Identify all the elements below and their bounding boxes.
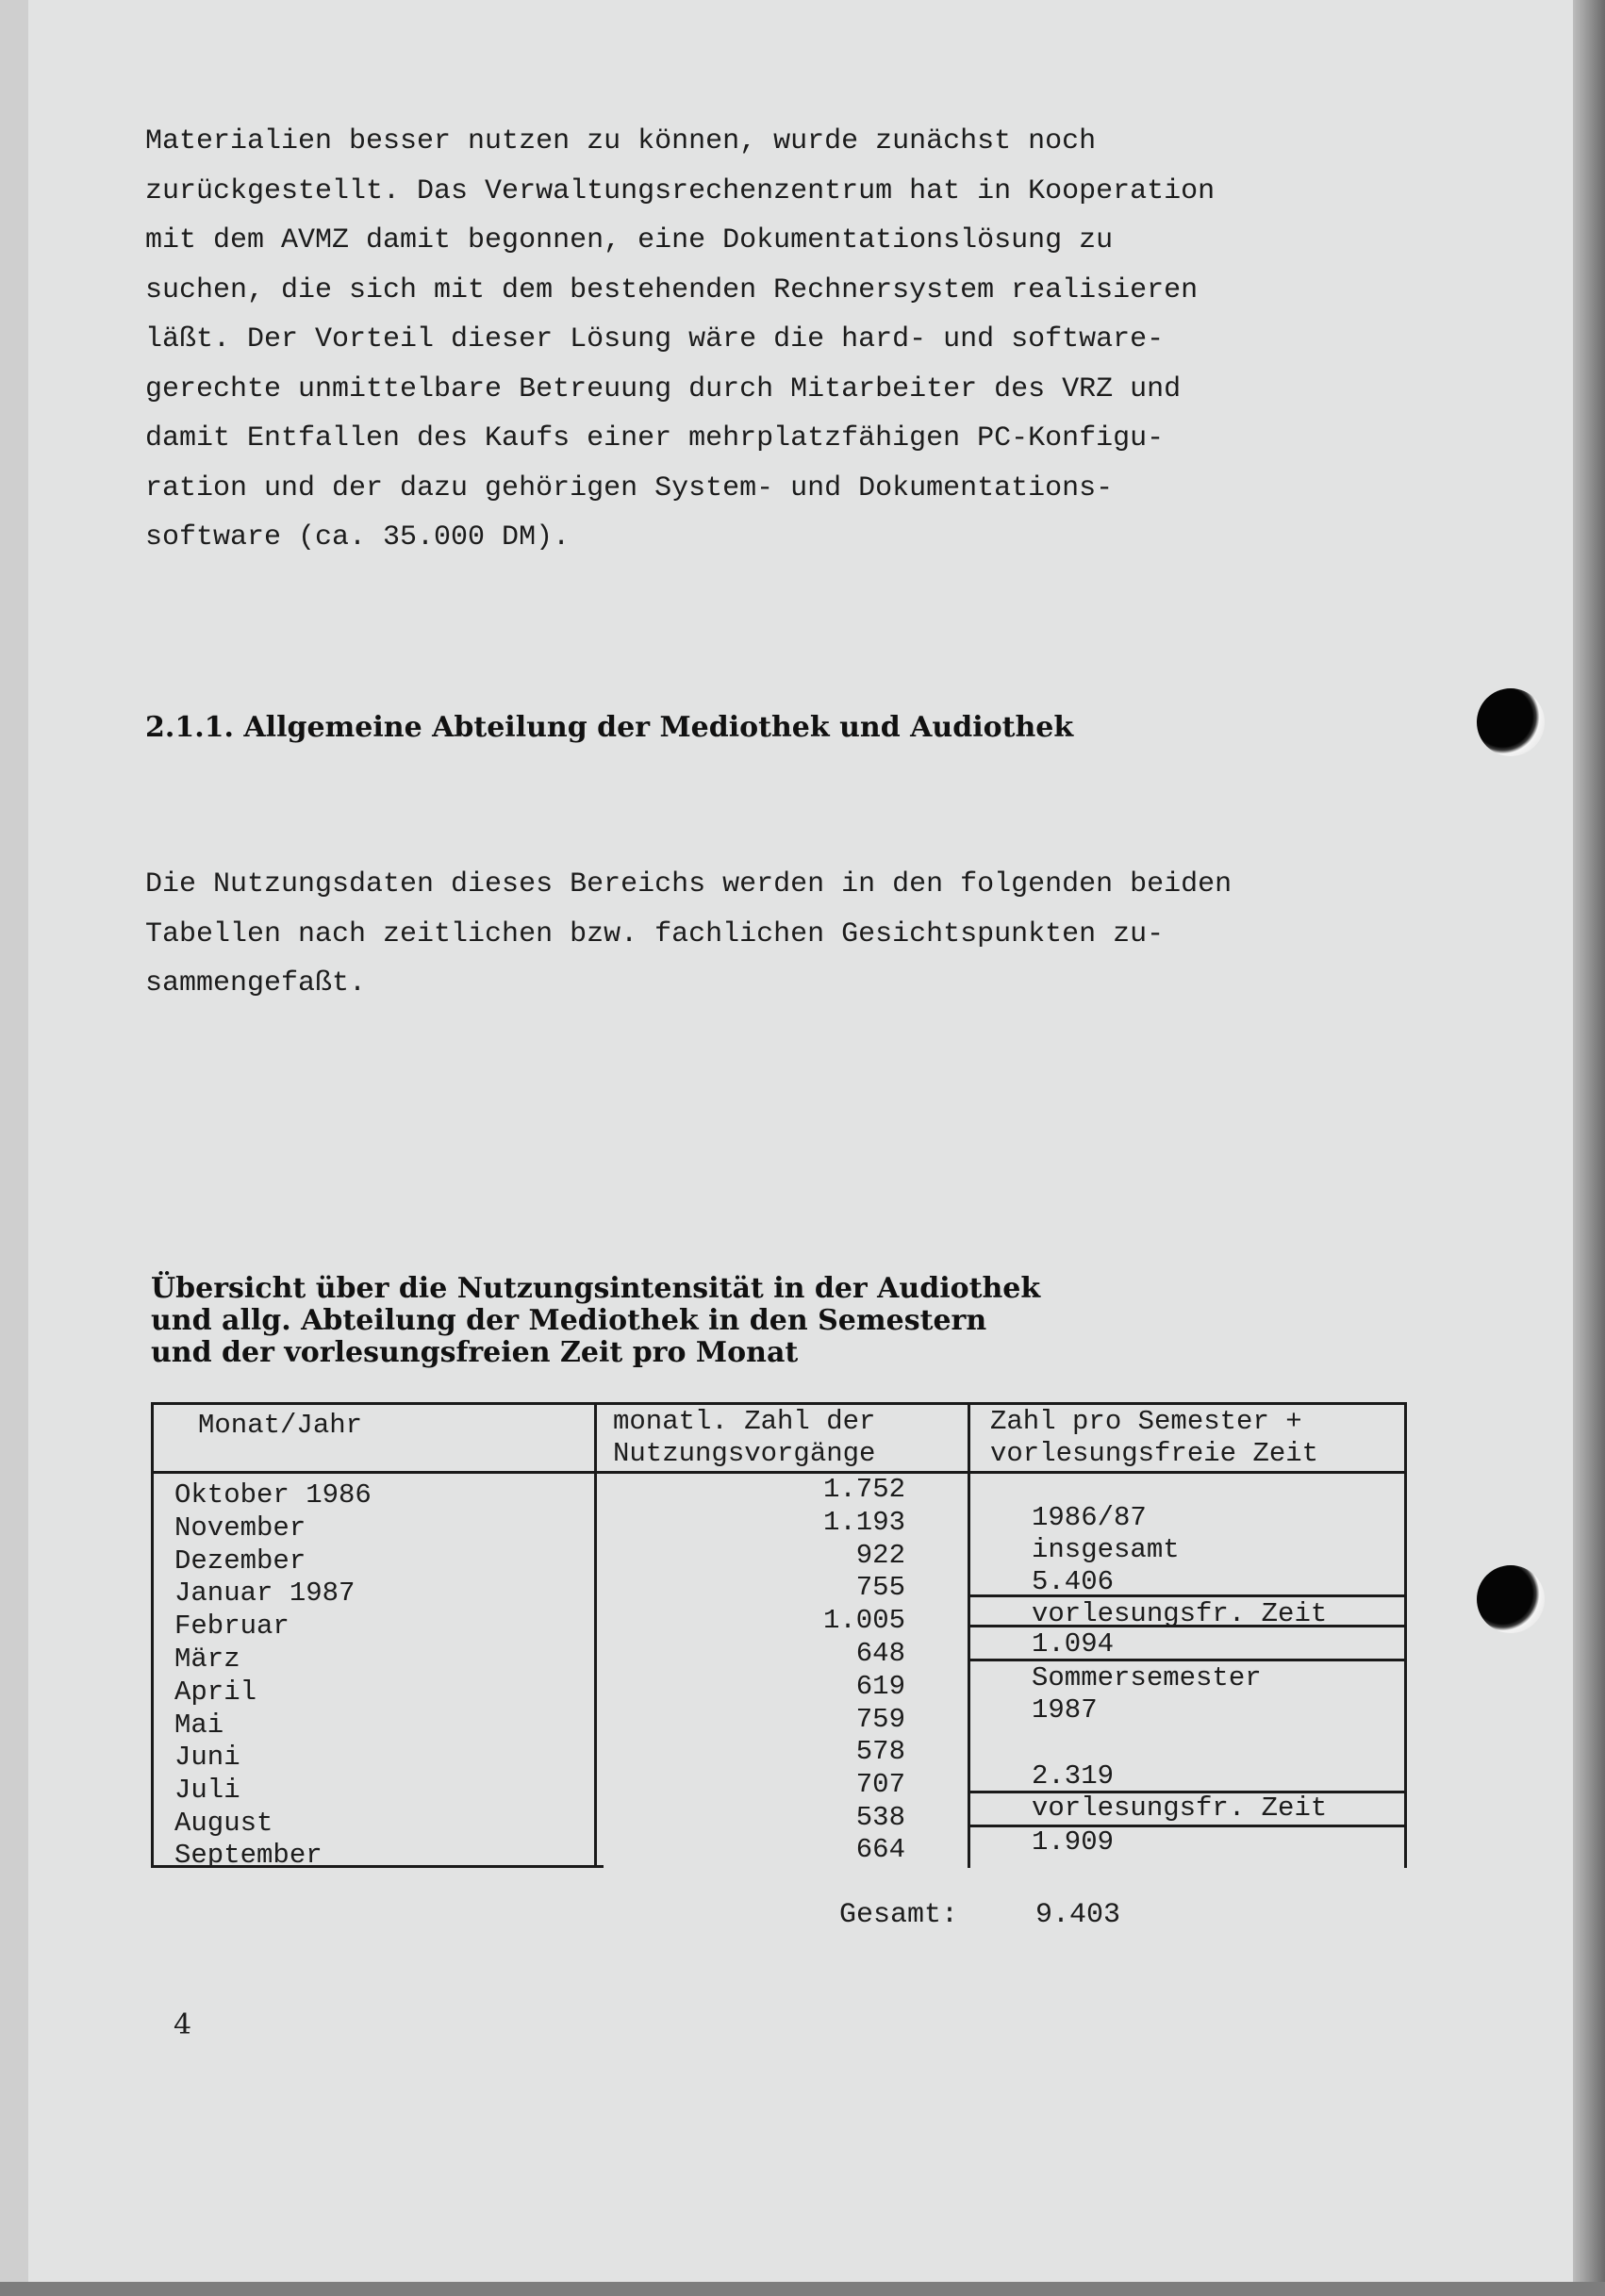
- lecture-free-value-1: 1.094: [1032, 1628, 1115, 1660]
- count-cell: 759: [855, 1704, 905, 1735]
- winter-semester-value: 5.406: [1032, 1566, 1115, 1597]
- table-col-divider-2: [968, 1402, 970, 1868]
- count-cell: 755: [855, 1572, 905, 1603]
- section-heading: 2.1.1. Allgemeine Abteilung der Mediothek und Audiothek: [145, 711, 1074, 744]
- page-number: 4: [174, 2008, 192, 2041]
- count-cell: 1.193: [822, 1507, 905, 1538]
- header-monthly-count-line1: monatl. Zahl der: [613, 1406, 876, 1437]
- page-bottom-shadow: [0, 2282, 1605, 2296]
- count-cell: 922: [855, 1540, 905, 1571]
- month-cell: April: [174, 1677, 257, 1708]
- section-paragraph: Die Nutzungsdaten dieses Bereichs werden in den folgenden beiden Tabellen nach zeitlichen bzw. fachlichen Gesichtspunkten zu- sammengefaßt.: [145, 868, 1233, 999]
- winter-semester-label: 1986/87: [1032, 1502, 1147, 1533]
- month-cell: Juni: [174, 1742, 240, 1773]
- header-monthly-count-line2: Nutzungsvorgänge: [613, 1438, 876, 1469]
- intro-paragraph: Materialien besser nutzen zu können, wurde zunächst noch zurückgestellt. Das Verwaltungsrechenzentrum hat in Kooperation mit dem AVMZ damit begonnen, eine Dokumentationslösung zu suchen, die sich mit dem bestehenden Rechnersystem realisieren läßt. Der Vorteil dieser Lösung wäre die hard- und software- gerechte unmittelbare Betreuung durch Mitarbeiter des VRZ und damit Entfallen des Kaufs einer mehrplatzfähigen PC-Konfigu- ration und der dazu gehörigen System- und Dokumentations- software (ca. 35.000 DM).: [145, 125, 1216, 553]
- month-cell: Februar: [174, 1611, 290, 1642]
- total-value: 9.403: [1035, 1899, 1121, 1931]
- count-cell: 538: [855, 1802, 905, 1833]
- total-label: Gesamt:: [839, 1899, 959, 1931]
- winter-semester-sub: insgesamt: [1032, 1534, 1180, 1565]
- header-semester-total-line1: Zahl pro Semester +: [990, 1406, 1302, 1437]
- table-title: Übersicht über die Nutzungsintensität in der Audiothek und allg. Abteilung der Mediothek in den Semestern und der vorlesungsfreien Zeit pro Monat: [151, 1272, 1041, 1369]
- count-cell: 1.752: [822, 1474, 905, 1505]
- table-left-border: [151, 1402, 154, 1868]
- lecture-free-label-1: vorlesungsfr. Zeit: [1032, 1598, 1328, 1629]
- count-cell: 664: [855, 1834, 905, 1865]
- month-cell: Mai: [174, 1710, 224, 1741]
- lecture-free-label-2: vorlesungsfr. Zeit: [1032, 1792, 1328, 1824]
- summer-semester-value: 2.319: [1032, 1760, 1115, 1792]
- month-cell: Dezember: [174, 1545, 306, 1577]
- punch-hole: [1477, 1565, 1545, 1633]
- count-cell: 1.005: [822, 1605, 905, 1636]
- month-cell: März: [174, 1644, 240, 1675]
- summer-semester-year: 1987: [1032, 1694, 1098, 1726]
- month-cell: Januar 1987: [174, 1577, 356, 1609]
- count-cell: 619: [855, 1671, 905, 1702]
- table-right-border: [1404, 1402, 1407, 1868]
- punch-hole: [1477, 688, 1545, 756]
- month-cell: Oktober 1986: [174, 1479, 372, 1511]
- page-edge-shadow: [1573, 0, 1605, 2296]
- header-semester-total-line2: vorlesungsfreie Zeit: [990, 1438, 1319, 1469]
- usage-table: [151, 1402, 1407, 1871]
- header-month-year: Monat/Jahr: [198, 1410, 363, 1441]
- count-cell: 578: [855, 1736, 905, 1767]
- table-top-border: [151, 1402, 1407, 1405]
- table-header-divider: [151, 1471, 1407, 1474]
- summer-semester-label: Sommersemester: [1032, 1662, 1262, 1693]
- month-cell: November: [174, 1512, 306, 1544]
- table-col-divider-1: [594, 1402, 597, 1868]
- count-cell: 648: [855, 1638, 905, 1669]
- month-cell: September: [174, 1840, 323, 1871]
- lecture-free-value-2: 1.909: [1032, 1826, 1115, 1858]
- month-cell: August: [174, 1808, 273, 1839]
- count-cell: 707: [855, 1769, 905, 1800]
- month-cell: Juli: [174, 1775, 240, 1806]
